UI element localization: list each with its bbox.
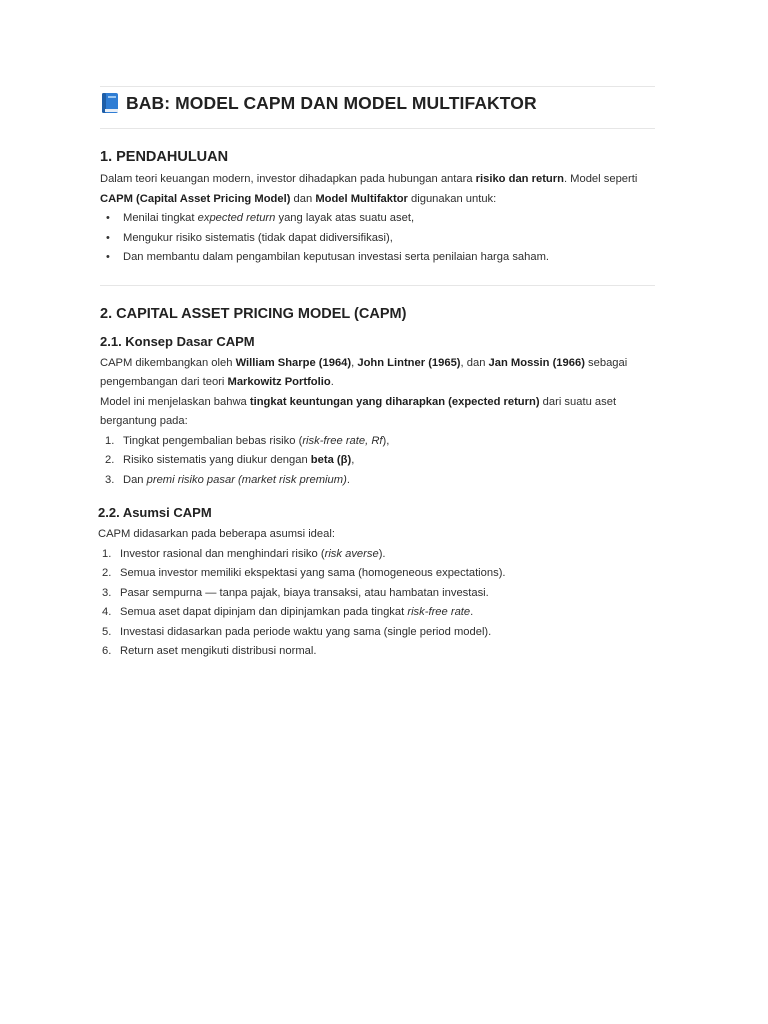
document-content (100, 86, 655, 662)
paragraph: CAPM dikembangkan oleh William Sharpe (1964), John Lintner (1965), dan Jan Mossin (1966) sebagai (100, 356, 628, 369)
paragraph: CAPM didasarkan pada beberapa asumsi ideal: (98, 528, 335, 540)
divider (100, 86, 655, 87)
bullet-list (100, 209, 655, 268)
list-item: 6. Return aset mengikuti distribusi normal. (102, 645, 317, 657)
paragraph: bergantung pada: (100, 415, 188, 427)
paragraph: Model ini menjelaskan bahwa tingkat keuntungan yang diharapkan (expected return) dari suatu aset (100, 395, 617, 408)
list-item: • Dan membantu dalam pengambilan keputusan investasi serta penilaian harga saham. (100, 248, 655, 268)
list-item: 3. Dan premi risiko pasar (market risk premium). (105, 473, 350, 486)
list-item: • Mengukur risiko sistematis (tidak dapat didiversifikasi), (100, 229, 655, 249)
numbered-list (100, 432, 655, 491)
list-item: 5. Investasi didasarkan pada periode waktu yang sama (single period model). (102, 625, 492, 638)
numbered-list (97, 545, 655, 662)
page-title: BAB: MODEL CAPM DAN MODEL MULTIFAKTOR (126, 92, 537, 113)
section-heading: 2. CAPITAL ASSET PRICING MODEL (CAPM) (100, 305, 407, 322)
list-item: • Menilai tingkat expected return yang layak atas suatu aset, (100, 209, 655, 229)
list-item: 3. Pasar sempurna — tanpa pajak, biaya transaksi, atau hambatan investasi. (102, 586, 489, 599)
list-item: 1. Tingkat pengembalian bebas risiko (risk-free rate, Rf), (105, 434, 390, 447)
paragraph: Dalam teori keuangan modern, investor dihadapkan pada hubungan antara risiko dan return. Model seperti (100, 173, 638, 185)
paragraph: pengembangan dari teori Markowitz Portfolio. (100, 376, 334, 388)
paragraph: CAPM (Capital Asset Pricing Model) dan Model Multifaktor digunakan untuk: (100, 192, 497, 205)
book-icon (100, 92, 120, 114)
subsection-heading: 2.2. Asumsi CAPM (98, 505, 212, 520)
list-item: 4. Semua aset dapat dipinjam dan dipinjamkan pada tingkat risk-free rate. (102, 606, 474, 618)
list-item: 2. Risiko sistematis yang diukur dengan beta (β), (105, 454, 355, 466)
list-item: 1. Investor rasional dan menghindari risiko (risk averse). (102, 547, 386, 560)
title-row (100, 89, 655, 117)
section-heading: 1. PENDAHULUAN (100, 149, 229, 165)
subsection-heading: 2.1. Konsep Dasar CAPM (100, 333, 255, 349)
list-item: 2. Semua investor memiliki ekspektasi yang sama (homogeneous expectations). (102, 567, 506, 579)
